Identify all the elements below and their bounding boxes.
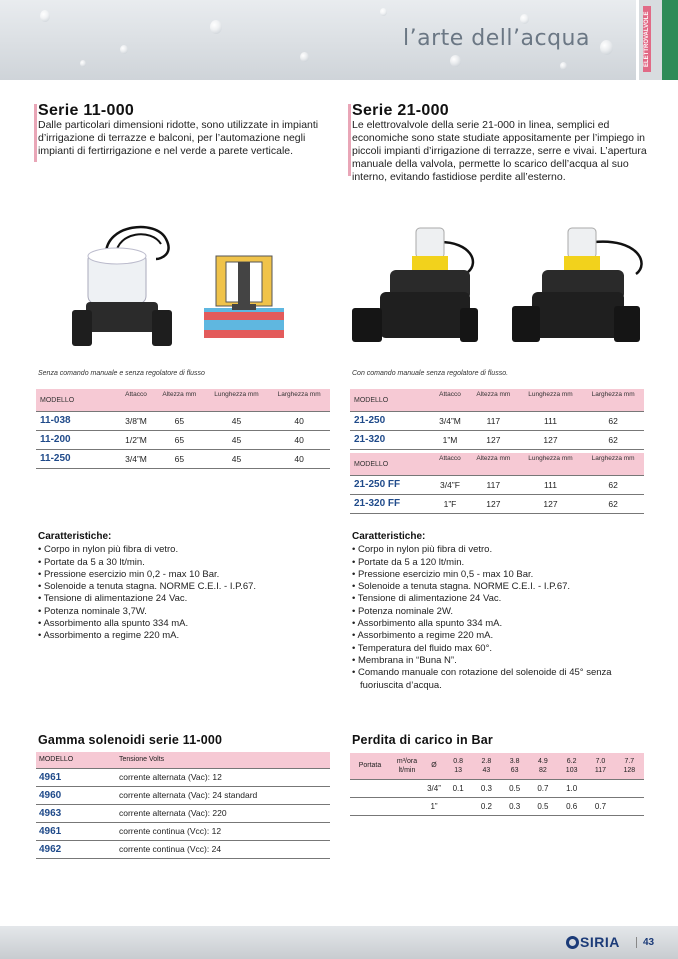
- col-header: Altezza mm: [468, 389, 519, 411]
- feature-item: • Pressione esercizio min 0,2 - max 10 Bar.: [38, 569, 334, 581]
- flow-lt: 82: [538, 766, 547, 774]
- model-cell: 21-320 FF: [350, 494, 432, 513]
- cell: 0.7: [586, 797, 614, 815]
- feature-item: • Solenoide a tenuta stagna. NORME C.E.I. - I.P.67.: [352, 581, 648, 593]
- cell: 3/4”M: [118, 449, 154, 468]
- table-row: [36, 411, 330, 430]
- features-21000: [352, 531, 648, 692]
- valve-11000-section-diagram: [204, 252, 284, 348]
- feature-item: • Potenza nominale 3,7W.: [38, 606, 334, 618]
- cell: 40: [268, 449, 330, 468]
- feature-item: • Assorbimento alla spunto 334 mA.: [38, 618, 334, 630]
- cell: [615, 779, 644, 797]
- model-cell: 4963: [36, 804, 116, 822]
- pressure-table: [350, 753, 644, 816]
- model-cell: 11-250: [36, 449, 118, 468]
- units-cell: [390, 753, 424, 779]
- series-title: Serie 21-000: [352, 102, 450, 119]
- flow-lt: 128: [623, 766, 636, 774]
- cell: 0.5: [529, 797, 557, 815]
- cell: 3/8”M: [118, 411, 154, 430]
- feature-item: • Potenza nominale 2W.: [352, 606, 648, 618]
- model-cell: 21-250 FF: [350, 475, 432, 494]
- logo-ring-icon: [566, 936, 579, 949]
- cell: corrente continua (Vcc): 24: [116, 840, 330, 858]
- water-drop-icon: [80, 60, 86, 67]
- table-row: [350, 494, 644, 513]
- pressure-title: Perdita di carico in Bar: [352, 733, 493, 747]
- col-header: Attacco: [118, 389, 154, 411]
- cell: 117: [468, 411, 519, 430]
- series-11000-intro: [38, 104, 334, 158]
- water-drop-icon: [120, 45, 128, 54]
- water-drop-icon: [560, 62, 567, 70]
- col-header: MODELLO: [36, 752, 116, 768]
- col-header: Larghezza mm: [582, 389, 644, 411]
- feature-item: • Tensione di alimentazione 24 Vac.: [38, 593, 334, 605]
- flow-m3: 3.8: [509, 757, 520, 765]
- cell: 3/4”M: [432, 411, 468, 430]
- col-header: Lunghezza mm: [519, 389, 582, 411]
- table-row: [350, 797, 644, 815]
- unit-m3: m³/ora: [396, 757, 418, 765]
- table-row: [350, 475, 644, 494]
- cell: 1”M: [432, 430, 468, 449]
- col-header: Larghezza mm: [582, 453, 644, 475]
- photo-caption: Con comando manuale senza regolatore di flusso.: [352, 370, 509, 377]
- cell: [586, 779, 614, 797]
- col-header: Altezza mm: [468, 453, 519, 475]
- water-drop-icon: [600, 40, 613, 55]
- header-title: l’arte dell’acqua: [403, 26, 590, 51]
- cell: 1/2”M: [118, 430, 154, 449]
- feature-item: • Assorbimento alla spunto 334 mA.: [352, 618, 648, 630]
- cell: 0.3: [501, 797, 529, 815]
- cell: 127: [519, 494, 583, 513]
- cell: [350, 779, 390, 797]
- cell: 40: [268, 430, 330, 449]
- brand-logo: [566, 934, 620, 950]
- cell: 111: [519, 475, 583, 494]
- flow-lt: 103: [565, 766, 578, 774]
- col-header: MODELLO: [350, 453, 432, 475]
- spec-table-11000: [36, 389, 330, 469]
- cell: 65: [154, 430, 205, 449]
- col-header: Altezza mm: [154, 389, 205, 411]
- valve-21250-photo: [350, 222, 480, 350]
- col-header: Tensione Volts: [116, 752, 330, 768]
- cell: corrente continua (Vcc): 12: [116, 822, 330, 840]
- cell: 62: [582, 475, 644, 494]
- flow-col: [615, 753, 644, 779]
- size-cell: 3/4”: [424, 779, 444, 797]
- flow-m3: 0.8: [453, 757, 463, 765]
- flow-col: [444, 753, 472, 779]
- cell: 3/4”F: [432, 475, 468, 494]
- feature-item: • Portate da 5 a 30 lt/min.: [38, 557, 334, 569]
- photo-caption: Senza comando manuale e senza regolatore di flusso: [38, 370, 205, 377]
- cell: [615, 797, 644, 815]
- series-title: Serie 11-000: [38, 102, 135, 119]
- flow-col: [586, 753, 614, 779]
- feature-item: • Temperatura del fluido max 60°.: [352, 643, 648, 655]
- cell: 45: [205, 430, 268, 449]
- flow-m3: 6.2: [566, 757, 577, 765]
- series-description: Dalle particolari dimensioni ridotte, sono utilizzate in impianti d’irrigazione di terrazze e balconi, per l’automazione negli impianti di fertirrigazione e nel verde a parete verticale.: [38, 119, 319, 157]
- cell: 62: [582, 411, 644, 430]
- cell: [444, 797, 472, 815]
- model-cell: 4961: [36, 768, 116, 786]
- series-21000-intro: [352, 104, 648, 184]
- model-cell: 4961: [36, 822, 116, 840]
- cell: corrente alternata (Vac): 12: [116, 768, 330, 786]
- cell: 0.2: [472, 797, 500, 815]
- table-row: [36, 822, 330, 840]
- flow-lt: 117: [594, 766, 607, 774]
- table-row: [350, 430, 644, 449]
- model-cell: 21-250: [350, 411, 432, 430]
- feature-item: • Comando manuale con rotazione del solenoide di 45° senza fuoriuscita d’acqua.: [352, 667, 648, 692]
- cell: 62: [582, 430, 644, 449]
- cell: 0.5: [501, 779, 529, 797]
- feature-item: • Pressione esercizio min 0,5 - max 10 Bar.: [352, 569, 648, 581]
- water-drop-icon: [210, 20, 222, 34]
- cell: 40: [268, 411, 330, 430]
- flow-lt: 63: [510, 766, 519, 774]
- cell: 0.6: [557, 797, 586, 815]
- cell: 45: [205, 411, 268, 430]
- cell: [390, 779, 424, 797]
- solenoids-title: Gamma solenoidi serie 11-000: [38, 733, 223, 747]
- solenoids-table: [36, 752, 330, 859]
- flow-col: [529, 753, 557, 779]
- cell: 65: [154, 411, 205, 430]
- model-cell: 11-200: [36, 430, 118, 449]
- water-drop-icon: [300, 52, 309, 62]
- cell: 0.1: [444, 779, 472, 797]
- features-title: Caratteristiche:: [352, 531, 426, 542]
- page-number: 43: [636, 937, 654, 948]
- feature-item: • Solenoide a tenuta stagna. NORME C.E.I. - I.P.67.: [38, 581, 334, 593]
- series-description: Le elettrovalvole della serie 21-000 in linea, semplici ed economiche sono state studiate appositamente per l’impiego in piccoli impianti d’irrigazione di terrazze, serre e vivai. L’apertura manuale della valvola, permette lo scarico dell’acqua al suo interno, evitando fastidiose perdite all’esterno.: [352, 119, 647, 183]
- header-banner: [0, 0, 636, 80]
- flow-col: [557, 753, 586, 779]
- unit-lt: lt/min: [398, 766, 416, 774]
- col-header: MODELLO: [36, 389, 118, 411]
- cell: corrente alternata (Vac): 24 standard: [116, 786, 330, 804]
- features-11000: [38, 531, 334, 643]
- col-header: Lunghezza mm: [519, 453, 583, 475]
- cell: 1”F: [432, 494, 468, 513]
- feature-item: • Assorbimento a regime 220 mA.: [352, 630, 648, 642]
- cell: 111: [519, 411, 582, 430]
- cell: 127: [519, 430, 582, 449]
- valve-11000-photo: [66, 214, 176, 354]
- table-row: [36, 786, 330, 804]
- flow-m3: 7.7: [624, 757, 635, 765]
- col-header: Larghezza mm: [268, 389, 330, 411]
- water-drop-icon: [520, 14, 529, 24]
- flow-m3: 2.8: [481, 757, 492, 765]
- col-header: Attacco: [432, 389, 468, 411]
- cell: 62: [582, 494, 644, 513]
- cell: 127: [468, 430, 519, 449]
- table-row: [36, 804, 330, 822]
- table-row: [350, 779, 644, 797]
- table-row: [36, 768, 330, 786]
- diam-label: Ø: [424, 753, 444, 779]
- feature-item: • Tensione di alimentazione 24 Vac.: [352, 593, 648, 605]
- feature-item: • Portate da 5 a 120 lt/min.: [352, 557, 648, 569]
- spec-table-21000: [350, 389, 644, 450]
- cell: 45: [205, 449, 268, 468]
- feature-item: • Corpo in nylon più fibra di vetro.: [38, 544, 334, 556]
- model-cell: 4962: [36, 840, 116, 858]
- brand-name: SIRIA: [580, 934, 620, 950]
- edge-strip: [662, 0, 678, 80]
- water-drop-icon: [40, 10, 50, 22]
- model-cell: 21-320: [350, 430, 432, 449]
- portata-label: Portata: [350, 753, 390, 779]
- table-row: [36, 449, 330, 468]
- table-row: [350, 411, 644, 430]
- section-tab-label: ELETTROVALVOLE: [643, 6, 651, 72]
- cell: 0.3: [472, 779, 500, 797]
- accent-bar: [348, 104, 351, 176]
- spec-table-21000-ff: [350, 453, 644, 514]
- feature-item: • Corpo in nylon più fibra di vetro.: [352, 544, 648, 556]
- valve-21320-photo: [508, 222, 654, 352]
- table-row: [36, 840, 330, 858]
- model-cell: 4960: [36, 786, 116, 804]
- flow-lt: 13: [454, 766, 463, 774]
- flow-col: [501, 753, 529, 779]
- flow-m3: 7.0: [595, 757, 606, 765]
- table-row: [36, 430, 330, 449]
- cell: [390, 797, 424, 815]
- water-drop-icon: [380, 8, 387, 16]
- flow-col: [472, 753, 500, 779]
- cell: 117: [468, 475, 519, 494]
- col-header: Lunghezza mm: [205, 389, 268, 411]
- cell: 65: [154, 449, 205, 468]
- flow-lt: 43: [482, 766, 491, 774]
- cell: [350, 797, 390, 815]
- size-cell: 1”: [424, 797, 444, 815]
- section-tab: [636, 0, 662, 80]
- col-header: Attacco: [432, 453, 468, 475]
- feature-item: • Membrana in “Buna N”.: [352, 655, 648, 667]
- col-header: MODELLO: [350, 389, 432, 411]
- cell: corrente alternata (Vac): 220: [116, 804, 330, 822]
- cell: 0.7: [529, 779, 557, 797]
- accent-bar: [34, 104, 37, 162]
- model-cell: 11-038: [36, 411, 118, 430]
- water-drop-icon: [450, 55, 461, 67]
- cell: 127: [468, 494, 519, 513]
- features-title: Caratteristiche:: [38, 531, 112, 542]
- feature-item: • Assorbimento a regime 220 mA.: [38, 630, 334, 642]
- flow-m3: 4.9: [538, 757, 548, 765]
- cell: 1.0: [557, 779, 586, 797]
